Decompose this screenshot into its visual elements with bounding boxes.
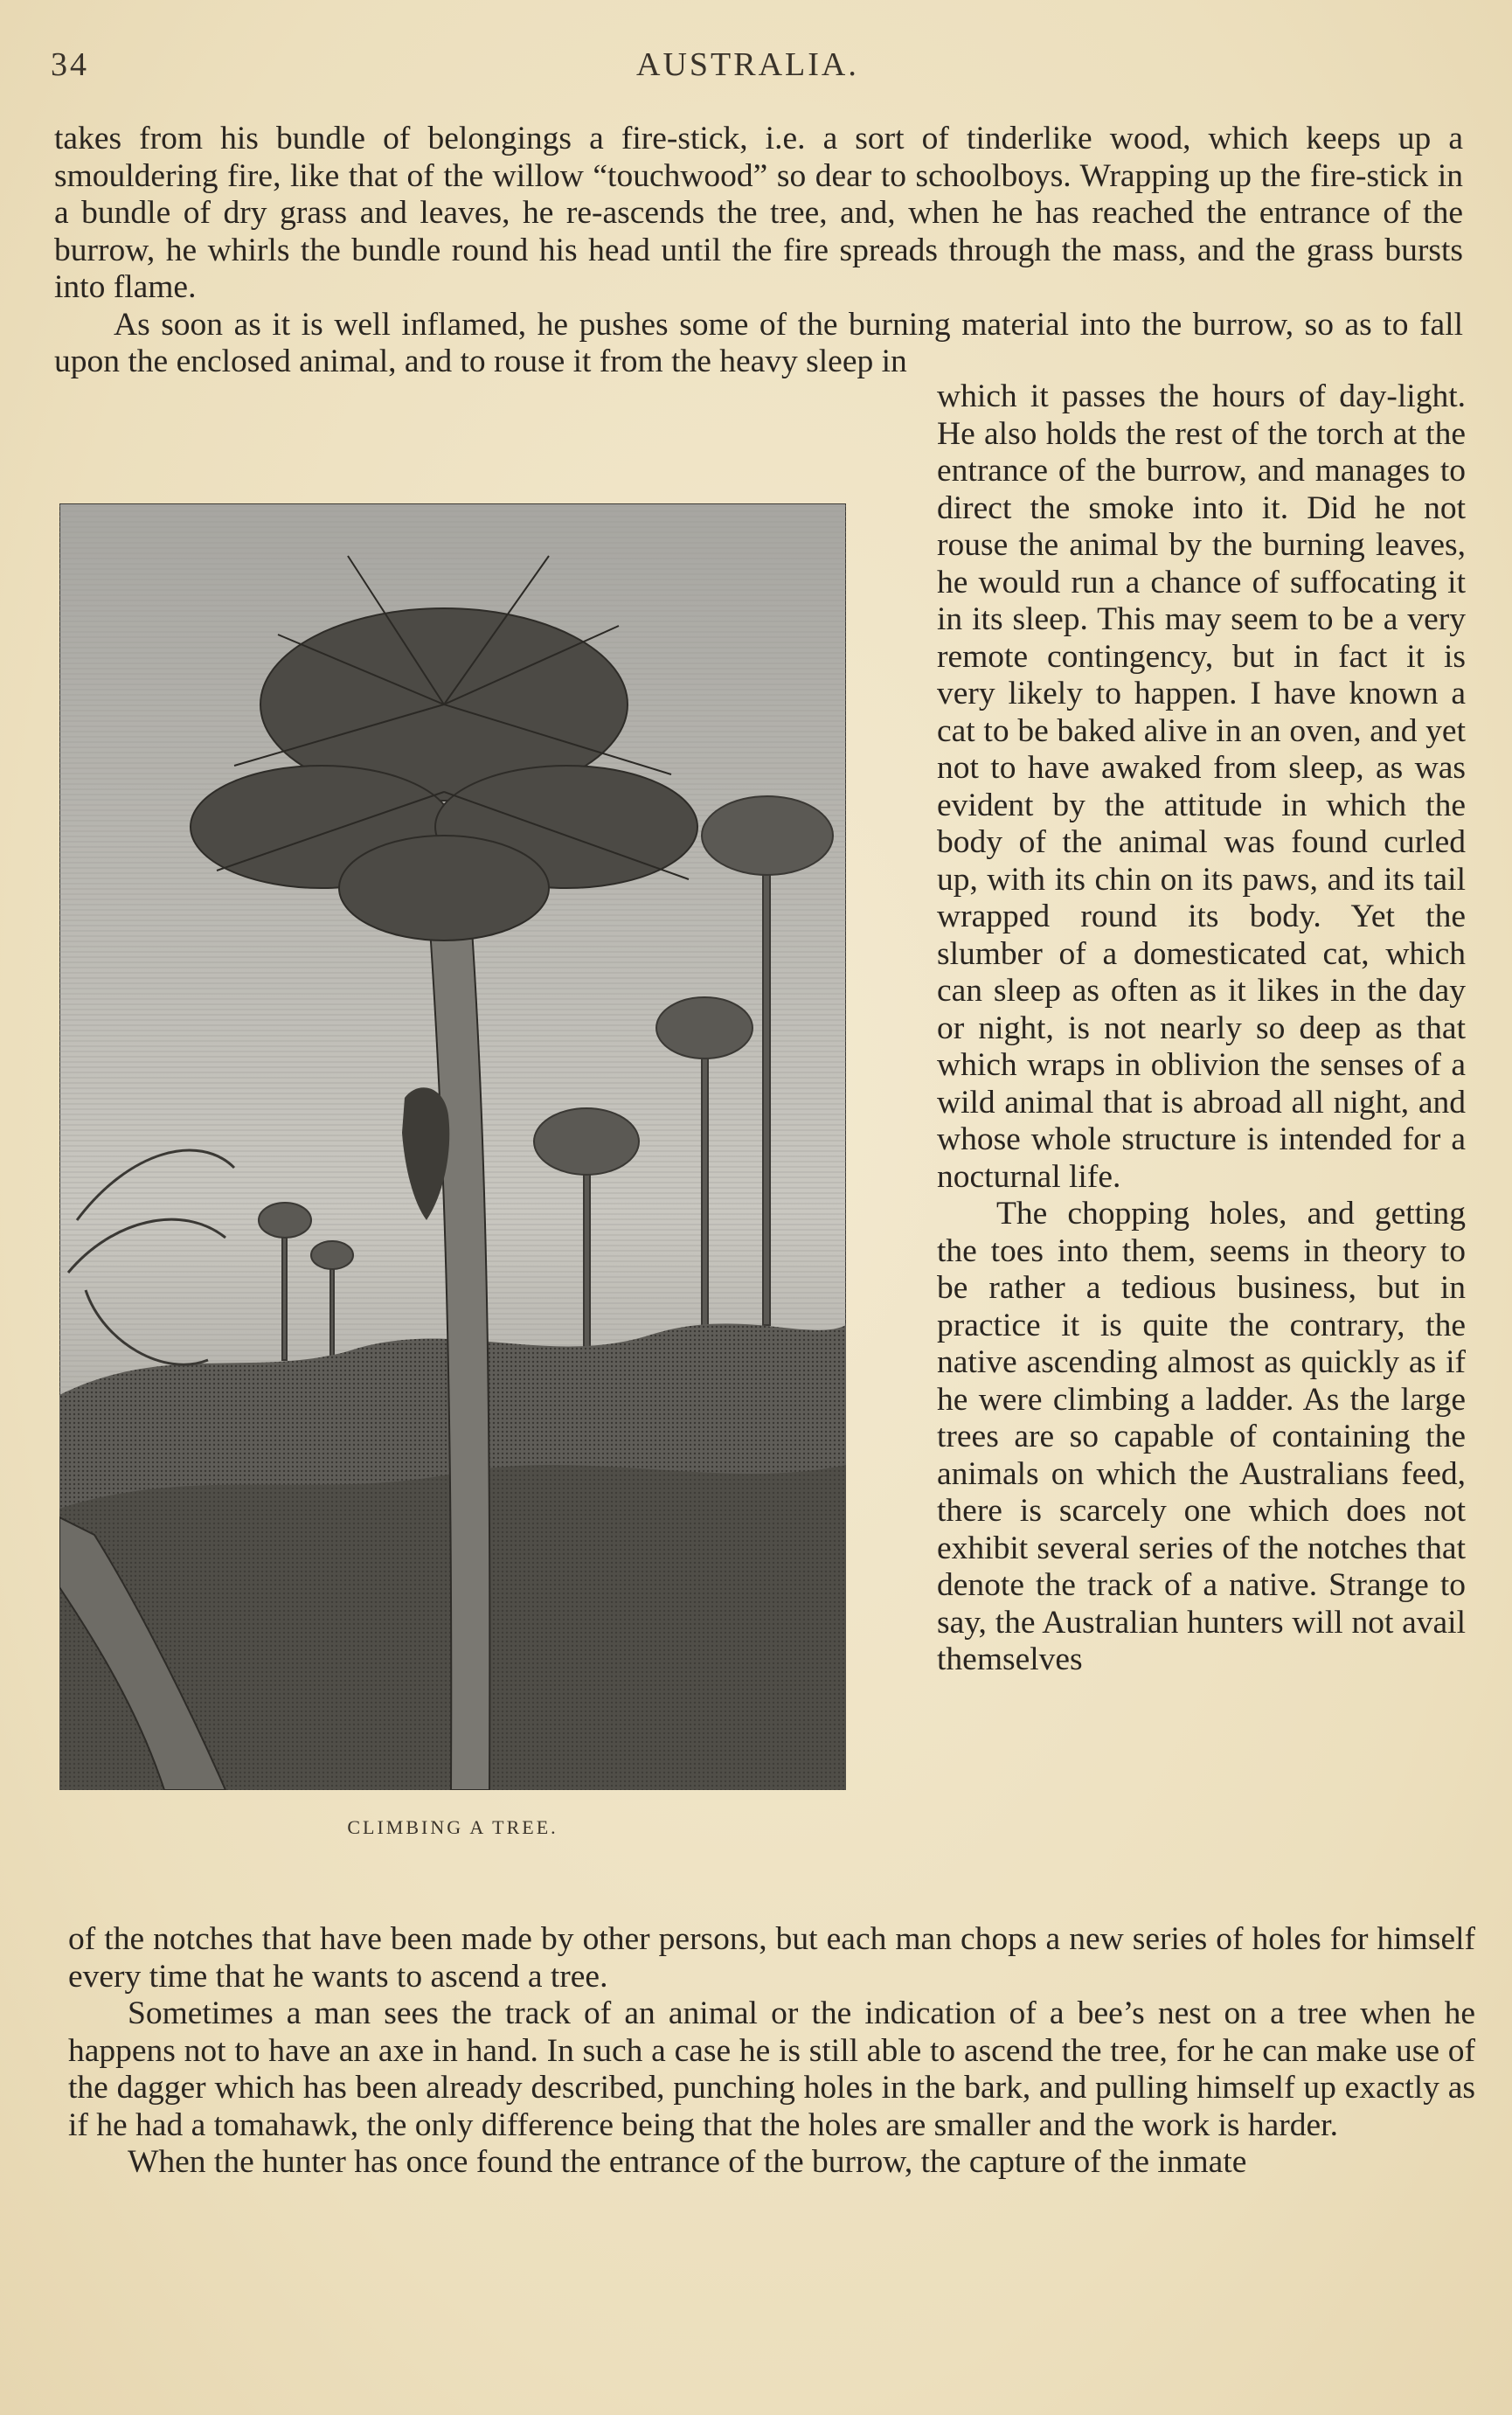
running-head: AUSTRALIA. <box>636 46 859 83</box>
top-text-block <box>54 121 1463 381</box>
paragraph-notches: of the notches that have been made by other persons, but each man chops a new series of holes for himself every time that he wants to ascend a tree. <box>68 1921 1475 1995</box>
paragraph-chopping-holes: The chopping holes, and getting the toes into them, seems in theory to be rather a tedious business, but in practice it is quite the contrary, the native ascending almost as quickly as if he were climbing a ladder. As the large trees are so capable of containing the animals on which the Australians feed, there is scarcely one which does not exhibit several series of the notches that denote the track of a native. Strange to say, the Australian hunters will not avail themselves <box>937 1196 1466 1677</box>
page-number: 34 <box>51 46 89 83</box>
figure-caption: CLIMBING A TREE. <box>347 1816 558 1838</box>
bottom-text-block <box>68 1921 1475 2182</box>
paragraph-burrow-entrance: When the hunter has once found the entrance of the burrow, the capture of the inmate <box>128 2144 1247 2180</box>
paragraph-daylight: which it passes the hours of day-light. He also holds the rest of the torch at the entrance of the burrow, and manages to direct the smoke into it. Did he not rouse the animal by the burning leaves, he would run a chance of suffocating it in its sleep. This may seem to be a very remote contingency, but in fact it is very likely to happen. I have known a cat to be baked alive in an oven, and yet not to have awaked from sleep, as was evident by the attitude in which the body of the animal was found curled up, with its chin on its paws, and its tail wrapped round its body. Yet the slumber of a domesticated cat, which can sleep as often as it likes in the day or night, is not nearly so deep as that which wraps in oblivion the senses of a wild animal that is abroad all night, and whose whole structure is intended for a nocturnal life. <box>937 378 1466 1195</box>
illustration-climbing-a-tree <box>59 503 846 1838</box>
paragraph-inflamed: As soon as it is well inflamed, he pushes some of the burning material into the burrow, so as to fall upon the enclosed animal, and to rouse it from the heavy sleep in <box>54 306 1463 379</box>
paragraph-fire-stick: takes from his bundle of belongings a fire-stick, i.e. a sort of tinderlike wood, which keeps up a smouldering fire, like that of the willow “touchwood” so dear to schoolboys. Wrapping up the fire-stick in a bundle of dry grass and leaves, he re-ascends the tree, and, when he has reached the entrance of the burrow, he whirls the bundle round his head until the fire spreads through the mass, and the grass bursts into flame. <box>54 121 1463 305</box>
paragraph-bees-nest: Sometimes a man sees the track of an animal or the indication of a bee’s nest on a tree when he happens not to have an axe in hand. In such a case he is still able to ascend the tree, for he can make use of the dagger which has been already described, punching holes in the bark, and pulling himself up exactly as if he had a tomahawk, the only difference being that the holes are smaller and the work is harder. <box>68 1995 1475 2143</box>
side-text-column <box>937 378 1466 1679</box>
engraving-image <box>59 503 846 1790</box>
